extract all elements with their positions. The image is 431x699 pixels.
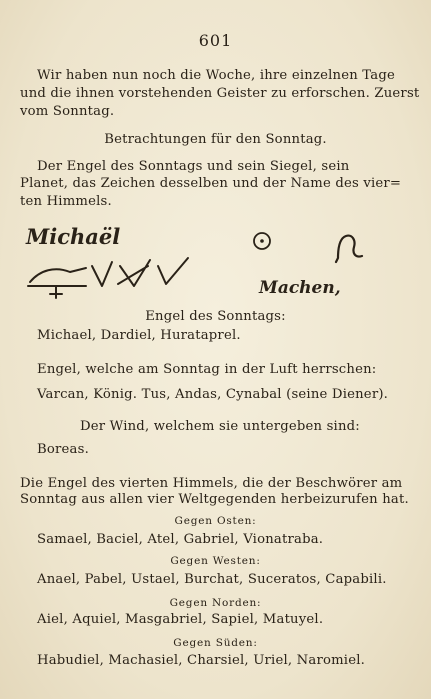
heaven-name: Machen, [259, 278, 341, 298]
intro-line-2: und die ihnen vorstehenden Geister zu erforschen. Zuerst [20, 86, 420, 101]
wind-heading: Der Wind, welchem sie untergeben sind: [80, 419, 360, 434]
north-heading: Gegen Norden: [169, 597, 262, 609]
south-names: Habudiel, Machasiel, Charsiel, Uriel, Naromiel. [37, 653, 366, 668]
wind-name: Boreas. [37, 442, 89, 457]
west-heading: Gegen Westen: [170, 555, 261, 567]
description-line-1: Der Engel des Sonntags und sein Siegel, sein [37, 159, 350, 174]
conjure-line-1: Die Engel des vierten Himmels, die der Beschwörer am [20, 476, 403, 491]
intro-line-1: Wir haben nun noch die Woche, ihre einzelnen Tage [37, 68, 395, 83]
angel-sigil-icon [28, 258, 188, 298]
sun-symbol-icon [254, 233, 270, 249]
east-heading: Gegen Osten: [174, 515, 257, 527]
description-line-3: ten Himmels. [20, 194, 112, 209]
intro-line-3: vom Sonntag. [20, 104, 115, 119]
north-names: Aiel, Aquiel, Masgabriel, Sapiel, Matuyel. [37, 612, 324, 627]
angels-list: Michael, Dardiel, Hurataprel. [37, 328, 241, 343]
angels-heading: Engel des Sonntags: [145, 309, 286, 324]
east-names: Samael, Baciel, Atel, Gabriel, Vionatraba. [37, 532, 324, 547]
section-title: Betrachtungen für den Sonntag. [104, 132, 327, 147]
west-names: Anael, Pabel, Ustael, Burchat, Suceratos, Capabili. [37, 572, 387, 587]
air-angels-list: Varcan, König. Tus, Andas, Cynabal (seine Diener). [37, 387, 389, 402]
description-line-2: Planet, das Zeichen desselben und der Name des vier= [20, 176, 402, 191]
seal-angel-name: Michaël [26, 224, 121, 249]
conjure-line-2: Sonntag aus allen vier Weltgegenden herbeizurufen hat. [20, 492, 409, 507]
page-number: 601 [198, 31, 233, 50]
zodiac-sign-icon [336, 236, 362, 262]
air-angels-heading: Engel, welche am Sonntag in der Luft herrschen: [37, 362, 377, 377]
south-heading: Gegen Süden: [173, 637, 258, 649]
